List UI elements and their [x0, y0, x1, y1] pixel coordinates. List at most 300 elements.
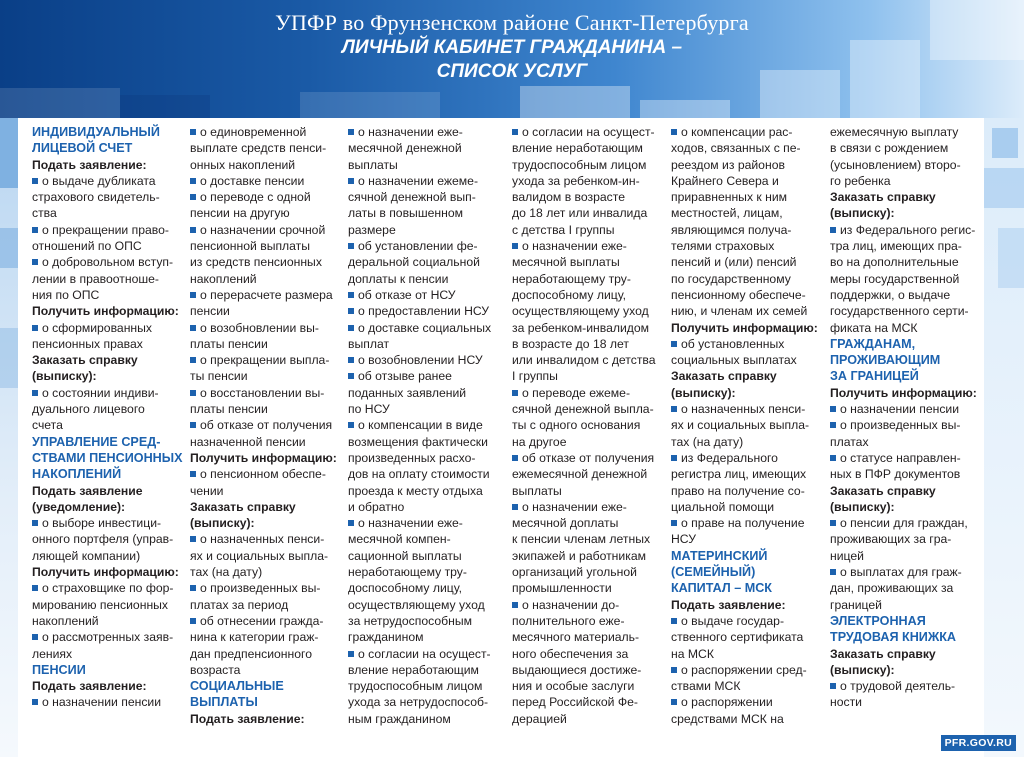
service-item — [190, 222, 342, 238]
service-item-continuation — [671, 352, 823, 368]
line-text: по НСУ — [348, 402, 390, 417]
line-text: о назначении еже- — [358, 125, 463, 139]
service-item — [190, 580, 342, 596]
line-text: о рассмотренных заяв- — [42, 630, 174, 645]
line-text: ЗА ГРАНИЦЕЙ — [830, 369, 919, 384]
service-item-continuation — [32, 271, 184, 287]
bullet-square-icon — [32, 259, 38, 265]
section-heading — [32, 662, 184, 678]
service-item-continuation — [512, 287, 664, 303]
bullet-square-icon — [348, 243, 354, 249]
bullet-square-icon — [830, 227, 836, 233]
line-text: выдающиеся достиже- — [512, 662, 642, 677]
line-text: выплаты — [348, 157, 398, 172]
bullet-square-icon — [32, 520, 38, 526]
line-text: сячной денежной вып- — [348, 190, 476, 205]
service-item-continuation — [671, 483, 823, 499]
service-item — [348, 238, 500, 254]
service-item-continuation — [348, 140, 500, 156]
line-text: доспособному лицу, — [348, 581, 463, 596]
line-text: Подать заявление: — [671, 597, 786, 612]
line-text: перед Российской Фе- — [512, 695, 638, 710]
service-item-continuation — [190, 629, 342, 645]
line-text: возраста — [190, 662, 241, 677]
line-text: Получить информацию: — [830, 385, 977, 400]
line-text: УПРАВЛЕНИЕ СРЕД- — [32, 434, 161, 449]
section-heading — [32, 140, 184, 156]
subheading — [671, 368, 823, 384]
subheading — [830, 499, 984, 515]
line-text: сячной денежной выпла- — [512, 402, 654, 417]
org-title: УПФР во Фрунзенском районе Санкт-Петербурга — [275, 10, 749, 35]
service-item — [348, 515, 500, 531]
line-text: месячной денежной — [348, 141, 462, 156]
line-text: о назначении до- — [522, 597, 620, 612]
line-text: НАКОПЛЕНИЙ — [32, 467, 122, 482]
service-item — [32, 515, 184, 531]
line-text: о восстановлении вы- — [200, 385, 325, 400]
service-item — [512, 124, 664, 140]
line-text: о назначенных пенси- — [681, 402, 806, 417]
service-item-continuation — [512, 711, 664, 727]
line-text: поддержки, о выдаче — [830, 287, 951, 302]
section-heading — [190, 694, 342, 710]
bullet-square-icon — [830, 569, 836, 575]
bullet-square-icon — [32, 634, 38, 640]
service-item — [190, 189, 342, 205]
service-item-continuation — [671, 205, 823, 221]
service-item-continuation — [671, 173, 823, 189]
service-item-continuation — [512, 205, 664, 221]
line-text: ходов, связанных с пе- — [671, 141, 801, 156]
bullet-square-icon — [32, 178, 38, 184]
service-item-continuation — [32, 417, 184, 433]
service-item — [671, 124, 823, 140]
service-item-continuation — [671, 646, 823, 662]
service-item — [512, 238, 664, 254]
service-item-continuation — [512, 189, 664, 205]
service-item-continuation — [190, 271, 342, 287]
line-text: накоплений — [190, 271, 257, 286]
service-item-continuation — [348, 548, 500, 564]
line-text: (выписку): — [830, 206, 895, 221]
line-text: о перерасчете размера — [200, 287, 333, 302]
service-item-continuation — [190, 205, 342, 221]
service-item-continuation — [190, 597, 342, 613]
bullet-square-icon — [32, 699, 38, 705]
line-text: полнительного еже- — [512, 613, 625, 628]
column-5 — [671, 124, 823, 727]
subheading — [32, 678, 184, 694]
service-item-continuation — [512, 254, 664, 270]
line-text: за ребенком-инвалидом — [512, 320, 650, 335]
service-item — [830, 450, 984, 466]
line-text: об отказе от НСУ — [358, 287, 456, 302]
service-item-continuation — [348, 434, 500, 450]
service-item-continuation — [671, 711, 823, 727]
line-text: о доставке социальных — [358, 320, 492, 335]
service-item — [671, 450, 823, 466]
line-text: деральной социальной — [348, 255, 480, 270]
line-text: латы в повышенном — [348, 206, 463, 221]
line-text: и обратно — [348, 499, 405, 514]
bullet-square-icon — [190, 536, 196, 542]
service-item-continuation — [348, 254, 500, 270]
service-item-continuation — [32, 548, 184, 564]
service-item — [190, 124, 342, 140]
service-item — [348, 287, 500, 303]
line-text: нина к категории граж- — [190, 630, 319, 645]
line-text: (усыновлением) второ- — [830, 157, 961, 172]
line-text: Получить информацию: — [671, 320, 818, 335]
service-item-continuation — [830, 287, 984, 303]
line-text: онных накоплений — [190, 157, 296, 172]
line-text: платах — [830, 434, 869, 449]
service-item-continuation — [348, 694, 500, 710]
service-item — [348, 173, 500, 189]
line-text: неработающему тру- — [348, 565, 467, 580]
section-heading — [671, 580, 823, 596]
service-item — [32, 173, 184, 189]
service-item-continuation — [190, 646, 342, 662]
line-text: лениях — [32, 646, 73, 661]
line-text: из Федерального — [681, 450, 778, 465]
line-text: ТРУДОВАЯ КНИЖКА — [830, 630, 956, 645]
service-item-continuation — [32, 646, 184, 662]
bullet-square-icon — [348, 373, 354, 379]
service-item-continuation — [348, 450, 500, 466]
line-text: ных в ПФР документов — [830, 467, 961, 482]
column-3 — [348, 124, 500, 727]
bullet-square-icon — [190, 357, 196, 363]
bullet-square-icon — [512, 129, 518, 135]
subheading — [830, 646, 984, 662]
service-item-continuation — [671, 189, 823, 205]
line-text: неработающему тру- — [512, 271, 631, 286]
service-item — [190, 352, 342, 368]
service-item-continuation — [830, 548, 984, 564]
service-item-continuation — [830, 238, 984, 254]
line-text: дан, проживающих за — [830, 581, 954, 596]
line-text: о назначении пенсии — [840, 402, 960, 417]
line-text: вление неработающим — [512, 141, 643, 156]
line-text: о страховщике по фор- — [42, 581, 174, 596]
line-text: циальной помощи — [671, 499, 775, 514]
line-text: к пенсии членам летных — [512, 532, 651, 547]
service-item-continuation — [830, 140, 984, 156]
service-item — [348, 352, 500, 368]
service-item-continuation — [32, 336, 184, 352]
decor-segment — [0, 328, 18, 388]
subheading — [190, 711, 342, 727]
service-item-continuation — [32, 189, 184, 205]
line-text: Заказать справку — [830, 483, 936, 498]
line-text: ях и социальных выпла- — [190, 548, 329, 563]
service-item — [32, 222, 184, 238]
service-item-continuation — [671, 678, 823, 694]
bullet-square-icon — [348, 357, 354, 363]
line-text: Заказать справку — [830, 646, 936, 661]
service-item — [671, 336, 823, 352]
line-text: Заказать справку — [830, 190, 936, 205]
line-text: о компенсации рас- — [681, 125, 793, 139]
subheading — [671, 597, 823, 613]
line-text: государственного серти- — [830, 304, 969, 319]
line-text: Заказать справку — [671, 369, 777, 384]
service-item-continuation — [32, 401, 184, 417]
service-item-continuation — [190, 157, 342, 173]
service-item-continuation — [512, 662, 664, 678]
line-text: о выдаче государ- — [681, 613, 784, 628]
bullet-square-icon — [830, 683, 836, 689]
service-item-continuation — [671, 434, 823, 450]
line-text: Получить информацию: — [32, 565, 179, 580]
subheading — [830, 385, 984, 401]
subheading — [32, 352, 184, 368]
line-text: о назначении еже- — [522, 499, 627, 514]
line-text: месячной выплаты — [512, 255, 620, 270]
line-text: платы пенсии — [190, 402, 268, 417]
service-item-continuation — [830, 157, 984, 173]
line-text: ности — [830, 695, 862, 710]
service-item-continuation — [830, 173, 984, 189]
page-title-line2: СПИСОК УСЛУГ — [436, 61, 588, 82]
service-item-continuation — [512, 678, 664, 694]
line-text: выплат — [348, 336, 390, 351]
service-item — [830, 678, 984, 694]
subheading — [190, 450, 342, 466]
line-text: пенсионному обеспече- — [671, 287, 806, 302]
line-text: о назначении ежеме- — [358, 173, 479, 188]
line-text: о выборе инвестици- — [42, 516, 162, 531]
service-item-continuation — [190, 548, 342, 564]
service-item-continuation — [190, 434, 342, 450]
line-text: границей — [830, 597, 882, 612]
bullet-square-icon — [190, 325, 196, 331]
bullet-square-icon — [32, 325, 38, 331]
service-item-continuation — [512, 580, 664, 596]
decor-segment — [992, 128, 1018, 158]
service-item-continuation — [671, 466, 823, 482]
line-text: меры государственной — [830, 271, 960, 286]
service-item-continuation — [671, 287, 823, 303]
line-text: о назначении еже- — [522, 239, 627, 254]
decor-segment — [998, 228, 1024, 288]
service-item-continuation — [512, 352, 664, 368]
line-text: о назначенных пенси- — [200, 532, 325, 547]
bullet-square-icon — [830, 406, 836, 412]
section-heading — [830, 613, 984, 629]
line-text: накоплений — [32, 613, 99, 628]
service-item-continuation — [348, 483, 500, 499]
line-text: ным гражданином — [348, 711, 451, 726]
column-1 — [32, 124, 184, 711]
line-text: о пенсионном обеспе- — [200, 467, 326, 482]
line-text: о назначении пенсии — [42, 695, 162, 710]
service-item — [830, 564, 984, 580]
service-item-continuation — [830, 597, 984, 613]
page-title-line1: ЛИЧНЫЙ КАБИНЕТ ГРАЖДАНИНА – — [341, 37, 683, 58]
left-decor-bar — [0, 118, 18, 757]
service-item — [32, 580, 184, 596]
line-text: пенсионных правах — [32, 336, 143, 351]
service-item-continuation — [512, 564, 664, 580]
line-text: телями страховых — [671, 239, 775, 254]
bullet-square-icon — [671, 520, 677, 526]
service-item-continuation — [830, 531, 984, 547]
line-text: ежемесячную выплату — [830, 125, 959, 139]
line-text: о добровольном вступ- — [42, 255, 174, 270]
line-text: выплате средств пенси- — [190, 141, 327, 156]
service-item-continuation — [830, 254, 984, 270]
line-text: (выписку): — [671, 385, 736, 400]
service-item-continuation — [512, 368, 664, 384]
service-item-continuation — [512, 320, 664, 336]
service-item-continuation — [348, 580, 500, 596]
line-text: ВЫПЛАТЫ — [190, 695, 258, 710]
bullet-square-icon — [512, 455, 518, 461]
bullet-square-icon — [190, 390, 196, 396]
bullet-square-icon — [190, 618, 196, 624]
section-heading — [671, 548, 823, 564]
service-item-continuation — [512, 646, 664, 662]
line-text: онного портфеля (управ- — [32, 532, 174, 547]
line-text: ния по ОПС — [32, 287, 100, 302]
bullet-square-icon — [512, 504, 518, 510]
subheading — [32, 483, 184, 499]
service-item-continuation — [671, 531, 823, 547]
line-text: об установленных — [681, 336, 785, 351]
service-item-continuation — [190, 254, 342, 270]
bullet-square-icon — [190, 178, 196, 184]
line-text: ния и особые заслуги — [512, 679, 635, 694]
line-text: тах (на дату) — [190, 565, 263, 580]
service-item-continuation — [671, 222, 823, 238]
service-list — [30, 124, 984, 754]
subheading — [32, 499, 184, 515]
line-text: ежемесячной денежной — [512, 467, 648, 482]
service-item-continuation — [512, 173, 664, 189]
line-text: о сформированных — [42, 320, 153, 335]
service-item-continuation — [348, 189, 500, 205]
line-text: Подать заявление: — [32, 679, 147, 694]
line-text: о распоряжении сред- — [681, 662, 807, 677]
line-text: НСУ — [671, 532, 696, 547]
section-heading — [830, 352, 984, 368]
section-heading — [32, 124, 184, 140]
line-text: из Федерального регис- — [840, 222, 976, 237]
line-text: размере — [348, 222, 396, 237]
site-badge: PFR.GOV.RU — [941, 735, 1016, 751]
bullet-square-icon — [32, 390, 38, 396]
service-item-continuation — [190, 401, 342, 417]
service-item-continuation — [190, 238, 342, 254]
service-item-continuation — [348, 531, 500, 547]
service-item-continuation — [190, 368, 342, 384]
line-text: о доставке пенсии — [200, 173, 305, 188]
line-text: ГРАЖДАНАМ, — [830, 336, 916, 351]
subheading — [830, 483, 984, 499]
service-item — [190, 385, 342, 401]
line-text: о произведенных вы- — [840, 418, 961, 433]
service-item-continuation — [830, 124, 984, 140]
service-item-continuation — [512, 157, 664, 173]
service-item-continuation — [671, 140, 823, 156]
service-item — [190, 417, 342, 433]
service-item-continuation — [512, 222, 664, 238]
service-item-continuation — [348, 564, 500, 580]
bullet-square-icon — [190, 129, 196, 135]
service-item-continuation — [348, 336, 500, 352]
line-text: являющимся получа- — [671, 222, 792, 237]
line-text: чении — [190, 483, 224, 498]
service-item-continuation — [671, 303, 823, 319]
line-text: экипажей и работникам — [512, 548, 646, 563]
line-text: ЭЛЕКТРОННАЯ — [830, 613, 926, 628]
line-text: Заказать справку — [32, 353, 138, 368]
service-item-continuation — [348, 222, 500, 238]
line-text: месячной компен- — [348, 532, 451, 547]
line-text: платах за период — [190, 597, 289, 612]
service-item-continuation — [671, 499, 823, 515]
line-text: в возрасте до 18 лет — [512, 336, 629, 351]
line-text: месячной доплаты — [512, 516, 619, 531]
section-heading — [32, 434, 184, 450]
line-text: счета — [32, 418, 63, 433]
service-item — [32, 320, 184, 336]
service-item-continuation — [512, 303, 664, 319]
line-text: ты с одного основания — [512, 418, 641, 433]
bullet-square-icon — [671, 667, 677, 673]
line-text: за нетрудоспособным — [348, 613, 472, 628]
bullet-square-icon — [512, 390, 518, 396]
bullet-square-icon — [671, 618, 677, 624]
service-item — [190, 173, 342, 189]
bullet-square-icon — [348, 129, 354, 135]
line-text: о согласии на осущест- — [358, 646, 491, 661]
service-item-continuation — [830, 580, 984, 596]
line-text: гражданином — [348, 630, 424, 645]
service-item-continuation — [348, 466, 500, 482]
subheading — [830, 205, 984, 221]
line-text: о предоставлении НСУ — [358, 304, 490, 319]
bullet-square-icon — [32, 585, 38, 591]
banner-tile — [300, 92, 440, 118]
service-item — [32, 694, 184, 710]
service-item-continuation — [512, 434, 664, 450]
service-item — [348, 368, 500, 384]
service-item — [671, 401, 823, 417]
service-item-continuation — [32, 613, 184, 629]
bullet-square-icon — [190, 227, 196, 233]
banner-tile — [0, 88, 120, 118]
line-text: тах (на дату) — [671, 434, 744, 449]
line-text: (выписку): — [830, 499, 895, 514]
line-text: ства — [32, 206, 57, 221]
service-item-continuation — [671, 629, 823, 645]
line-text: на МСК — [671, 646, 714, 661]
line-text: об отказе от получения — [522, 450, 655, 465]
bullet-square-icon — [671, 406, 677, 412]
line-text: о назначении срочной — [200, 222, 326, 237]
line-text: ПРОЖИВАЮЩИМ — [830, 353, 941, 368]
line-text: страхового свидетель- — [32, 190, 160, 205]
decor-segment — [0, 228, 18, 268]
line-text: о единовременной — [200, 125, 307, 139]
service-item — [190, 287, 342, 303]
line-text: (выписку): — [190, 516, 255, 531]
line-text: пенсии — [190, 304, 230, 319]
